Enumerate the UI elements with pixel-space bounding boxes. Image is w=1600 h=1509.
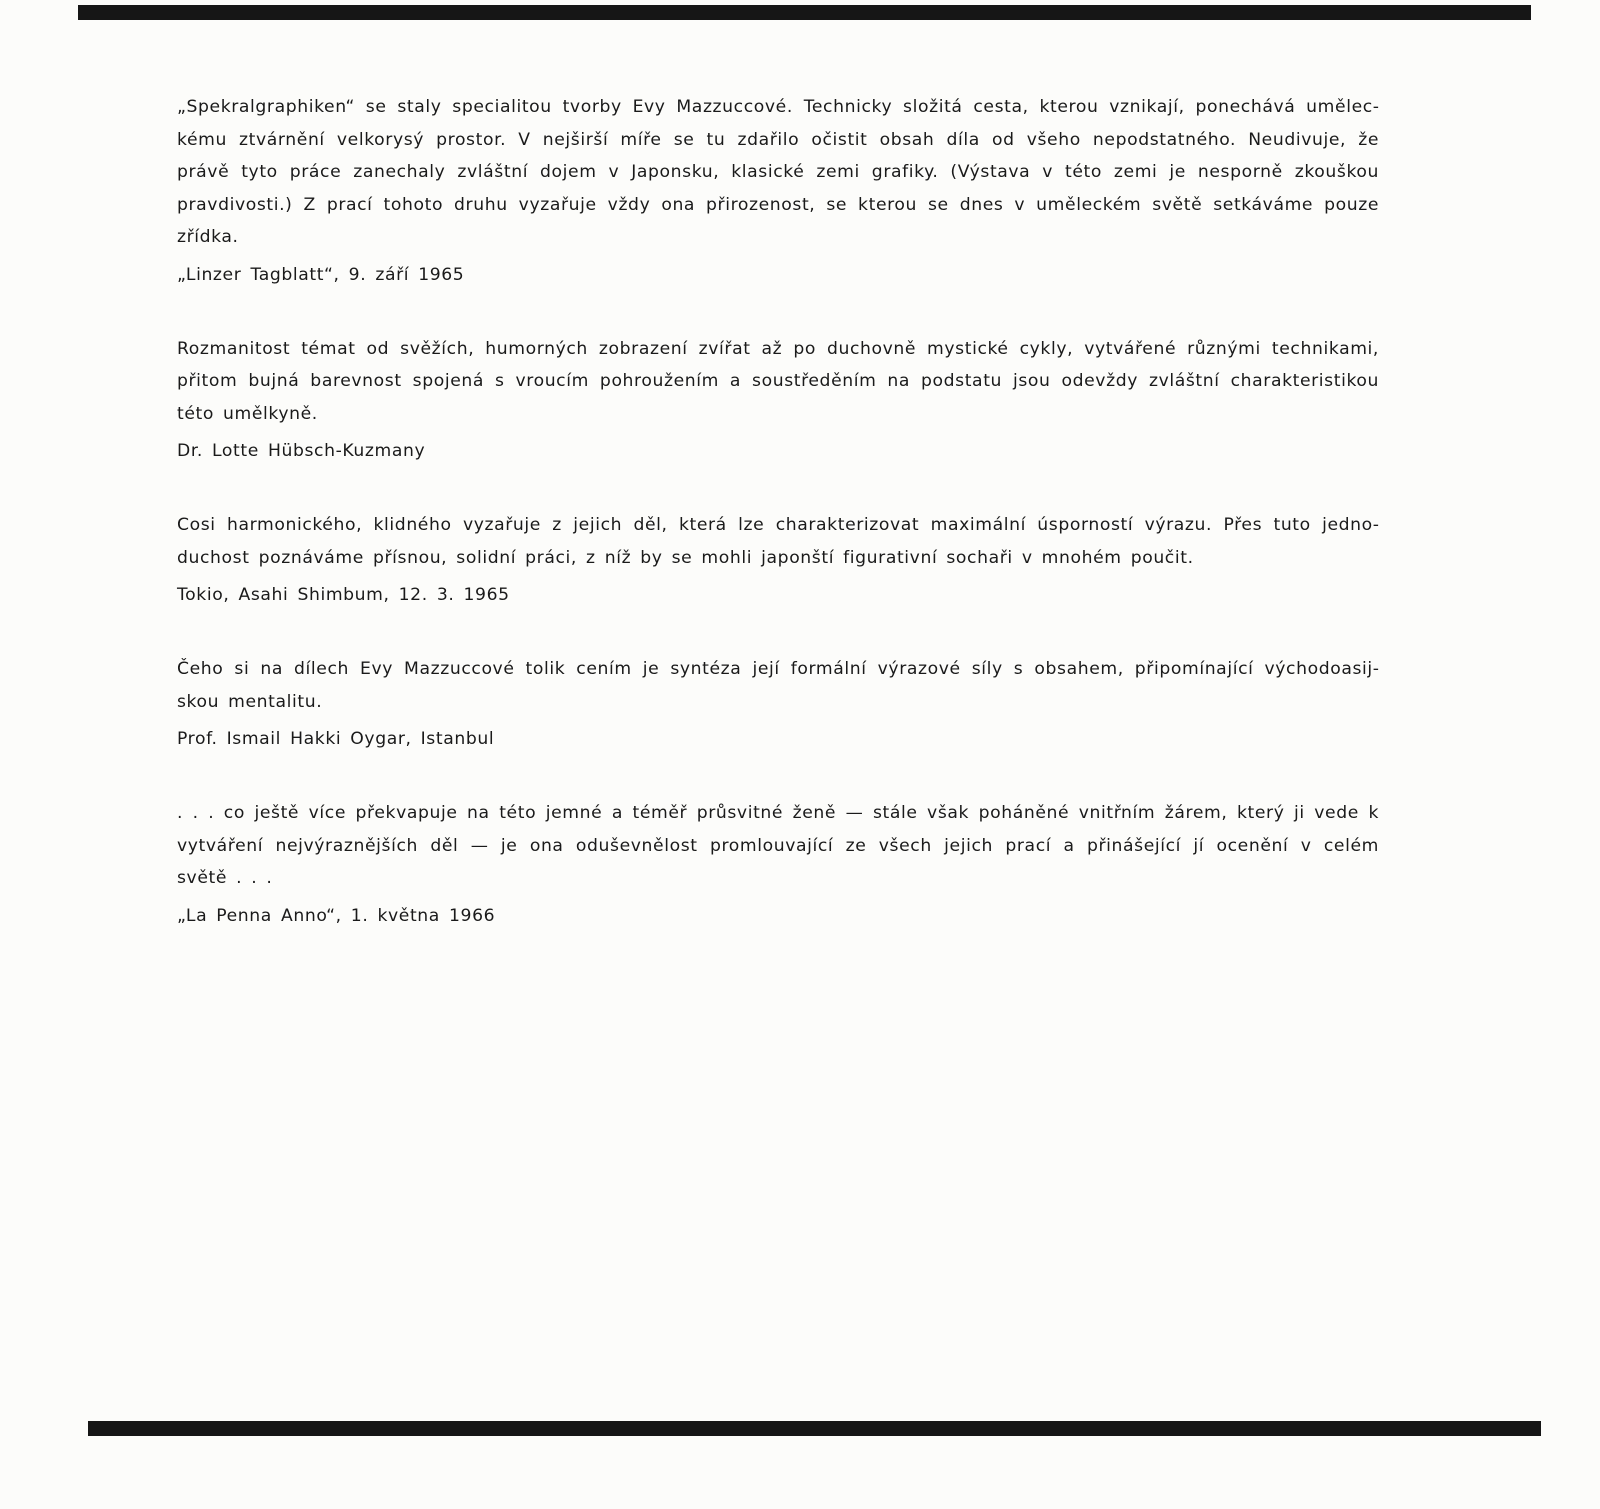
quote-text: Rozmanitost témat od svěžích, humorných zobrazení zvířat až po duchovně mystické cykly, vytvářené různými technikami, přitom bujná barevnost spojená s vroucím pohroužením a soustředěním na podstatu jsou odevždy zvláštní charakteristikou této umělkyně.	[177, 338, 1379, 424]
quote-source: Dr. Lotte Hübsch-Kuzmany	[177, 441, 426, 461]
quote-text: Cosi harmonického, klidného vyzařuje z jejich děl, která lze charakterizovat maximální úsporností výrazu. Přes tuto jednoduchost poznáváme přísnou, solidní práci, z níž by se mohli japonští figurativní sochaři v mnohém poučit.	[177, 515, 1379, 568]
quote-block	[177, 797, 1379, 931]
quote-block	[177, 91, 1379, 290]
quote-source: Tokio, Asahi Shimbum, 12. 3. 1965	[177, 585, 510, 605]
quote-block	[177, 509, 1379, 610]
quote-source: „Linzer Tagblatt“, 9. září 1965	[177, 264, 465, 285]
quote-block	[177, 333, 1379, 467]
quote-source: Prof. Ismail Hakki Oygar, Istanbul	[177, 729, 495, 749]
quote-source: „La Penna Anno“, 1. května 1966	[177, 905, 496, 926]
quote-text: . . . co ještě více překvapuje na této jemné a téměř průsvitné ženě — stále však poháněné vnitřním žárem, který ji vede k vytváření nejvýraznějších děl — je ona oduševnělost promlouvající ze všech jejich prací a přinášející jí ocenění v celém světě . . .	[177, 803, 1379, 888]
top-rule	[78, 5, 1531, 20]
bottom-rule	[88, 1421, 1541, 1436]
quote-text: „Spekralgraphiken“ se staly specialitou tvorby Evy Mazzuccové. Technicky složitá cesta, kterou vznikají, ponechává uměleckému ztvárnění velkorysý prostor. V nejširší míře se tu zdařilo očistit obsah díla od všeho nepodstatného. Neudivuje, že právě tyto práce zanechaly zvláštní dojem v Japonsku, klasické zemi grafiky. (Výstava v této zemi je nesporně zkouškou pravdivosti.) Z prací tohoto druhu vyzařuje vždy ona přirozenost, se kterou se dnes v uměleckém světě setkáváme pouze zřídka.	[177, 97, 1379, 247]
quote-block	[177, 653, 1379, 754]
quote-text: Čeho si na dílech Evy Mazzuccové tolik cením je syntéza její formální výrazové síly s obsahem, připomínající východoasijskou mentalitu.	[177, 659, 1379, 712]
quotes-section	[177, 91, 1379, 938]
